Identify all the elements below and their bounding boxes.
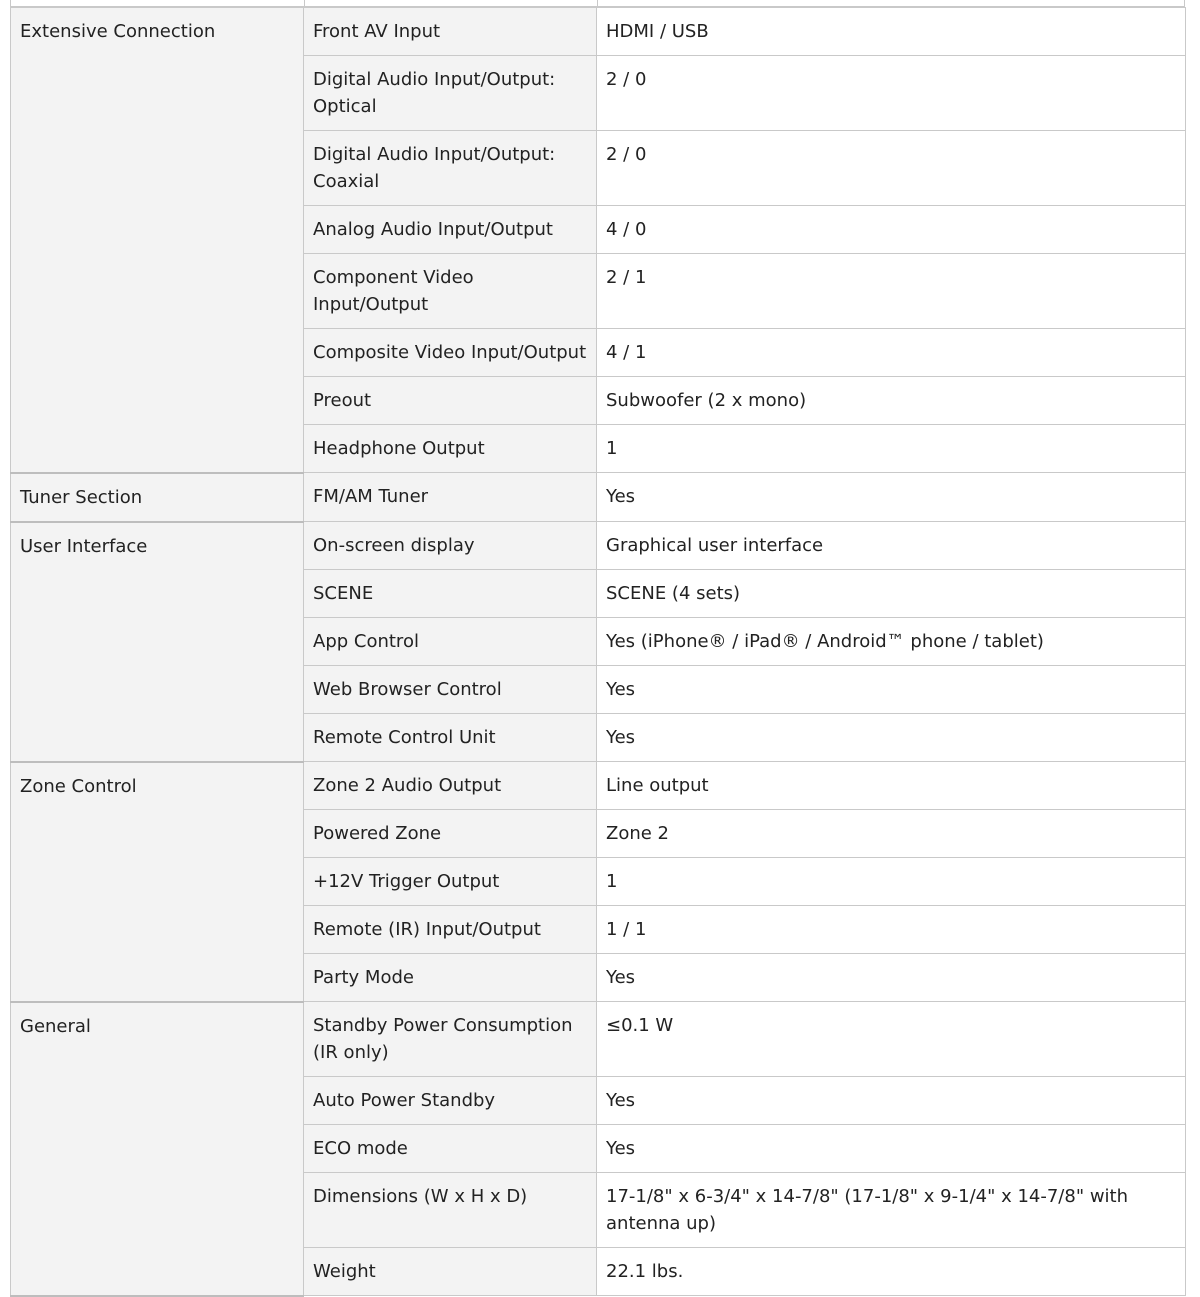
spec-value: SCENE (4 sets) bbox=[597, 570, 1186, 618]
spec-label: Digital Audio Input/Output: Coaxial bbox=[304, 131, 597, 206]
spec-value: Yes bbox=[597, 714, 1186, 762]
spec-value: 2 / 0 bbox=[597, 131, 1186, 206]
spec-label: Composite Video Input/Output bbox=[304, 329, 597, 377]
table-row bbox=[11, 762, 1186, 810]
spec-label: SCENE bbox=[304, 570, 597, 618]
spec-value: Yes bbox=[597, 473, 1186, 522]
spec-value: HDMI / USB bbox=[597, 8, 1186, 56]
spec-label: Headphone Output bbox=[304, 425, 597, 473]
category-cell: Tuner Section bbox=[11, 473, 304, 522]
spec-label: Weight bbox=[304, 1248, 597, 1296]
spec-table bbox=[10, 7, 1186, 1297]
spec-label: Web Browser Control bbox=[304, 666, 597, 714]
spec-value: 1 bbox=[597, 858, 1186, 906]
spec-value: 2 / 0 bbox=[597, 56, 1186, 131]
spec-label: Preout bbox=[304, 377, 597, 425]
table-top-strip bbox=[10, 0, 1185, 7]
spec-value: Graphical user interface bbox=[597, 522, 1186, 570]
spec-value: Yes (iPhone® / iPad® / Android™ phone / tablet) bbox=[597, 618, 1186, 666]
column-divider bbox=[304, 0, 305, 7]
category-cell: User Interface bbox=[11, 522, 304, 762]
column-divider bbox=[597, 0, 598, 7]
spec-label: Standby Power Consumption (IR only) bbox=[304, 1002, 597, 1077]
table-row bbox=[11, 473, 1186, 522]
spec-value: 17-1/8" x 6-3/4" x 14-7/8" (17-1/8" x 9-1/4" x 14-7/8" with antenna up) bbox=[597, 1173, 1186, 1248]
spec-label: Front AV Input bbox=[304, 8, 597, 56]
spec-value: Yes bbox=[597, 1077, 1186, 1125]
spec-value: 4 / 1 bbox=[597, 329, 1186, 377]
spec-value: Line output bbox=[597, 762, 1186, 810]
spec-label: On-screen display bbox=[304, 522, 597, 570]
spec-label: Remote (IR) Input/Output bbox=[304, 906, 597, 954]
spec-label: FM/AM Tuner bbox=[304, 473, 597, 522]
spec-value: Yes bbox=[597, 954, 1186, 1002]
spec-label: Component Video Input/Output bbox=[304, 254, 597, 329]
spec-label: Analog Audio Input/Output bbox=[304, 206, 597, 254]
spec-value: Zone 2 bbox=[597, 810, 1186, 858]
table-row bbox=[11, 522, 1186, 570]
spec-label: Digital Audio Input/Output: Optical bbox=[304, 56, 597, 131]
spec-label: Powered Zone bbox=[304, 810, 597, 858]
spec-label: Auto Power Standby bbox=[304, 1077, 597, 1125]
table-row bbox=[11, 8, 1186, 56]
spec-value: 1 bbox=[597, 425, 1186, 473]
spec-label: Zone 2 Audio Output bbox=[304, 762, 597, 810]
spec-label: App Control bbox=[304, 618, 597, 666]
spec-value: Subwoofer (2 x mono) bbox=[597, 377, 1186, 425]
spec-value: Yes bbox=[597, 666, 1186, 714]
spec-label: Dimensions (W x H x D) bbox=[304, 1173, 597, 1248]
spec-table-body bbox=[11, 8, 1186, 1296]
spec-value: 4 / 0 bbox=[597, 206, 1186, 254]
category-cell: Extensive Connection bbox=[11, 8, 304, 473]
spec-label: Remote Control Unit bbox=[304, 714, 597, 762]
spec-value: 22.1 lbs. bbox=[597, 1248, 1186, 1296]
spec-label: +12V Trigger Output bbox=[304, 858, 597, 906]
spec-label: Party Mode bbox=[304, 954, 597, 1002]
spec-value: 1 / 1 bbox=[597, 906, 1186, 954]
table-row bbox=[11, 1002, 1186, 1077]
spec-value: 2 / 1 bbox=[597, 254, 1186, 329]
spec-value: Yes bbox=[597, 1125, 1186, 1173]
spec-value: ≤0.1 W bbox=[597, 1002, 1186, 1077]
spec-label: ECO mode bbox=[304, 1125, 597, 1173]
category-cell: Zone Control bbox=[11, 762, 304, 1002]
category-cell: General bbox=[11, 1002, 304, 1296]
